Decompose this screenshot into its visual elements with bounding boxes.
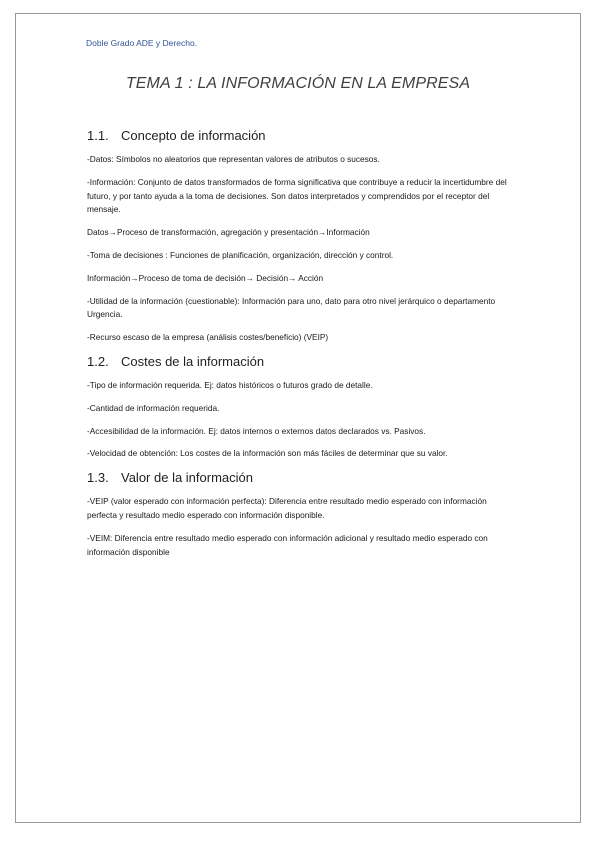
document-body: [87, 128, 517, 568]
document-page: [15, 13, 581, 823]
paragraph: Datos→Proceso de transformación, agregación y presentación→Información: [87, 227, 370, 238]
paragraph: -VEIP (valor esperado con información perfecta): Diferencia entre resultado medio esperado con información perfecta y resultado medio esperado con información disponible.: [87, 496, 487, 520]
paragraph: -Utilidad de la información (cuestionable): Información para uno, dato para otro nivel jerárquico o departamento Urgencia.: [87, 295, 496, 320]
section-valor: [87, 470, 517, 559]
section-number: 1.3.: [87, 470, 109, 486]
page-header: Doble Grado ADE y Derecho.: [86, 38, 198, 48]
section-number: 1.1.: [87, 128, 109, 143]
section-title: Costes de la información: [121, 353, 265, 369]
section-heading: [87, 354, 517, 369]
section-concepto: [87, 128, 517, 345]
paragraph: Información→Proceso de toma de decisión→ Decisión→ Acción: [87, 272, 324, 283]
paragraph: -VEIM: Diferencia entre resultado medio esperado con información adicional y resultado medio esperado con información disponible: [87, 532, 488, 557]
paragraph: -Accesibilidad de la información. Ej: datos internos o externos datos declarados vs. Pasivos.: [87, 425, 426, 436]
section-costes: [87, 354, 517, 461]
section-number: 1.2.: [87, 353, 109, 369]
paragraph: -Toma de decisiones : Funciones de planificación, organización, dirección y control.: [87, 249, 394, 260]
section-heading: [87, 128, 517, 143]
paragraph: -Recurso escaso de la empresa (análisis costes/beneficio) (VEIP): [87, 332, 329, 343]
paragraph: -Cantidad de información requerida.: [87, 402, 220, 413]
paragraph: -Tipo de información requerida. Ej: datos históricos o futuros grado de detalle.: [87, 379, 373, 390]
section-title: Concepto de información: [121, 128, 266, 143]
paragraph: -Velocidad de obtención: Los costes de la información son más fáciles de determinar que su valor.: [87, 448, 448, 459]
paragraph: -Información: Conjunto de datos transformados de forma significativa que contribuye a reducir la incertidumbre del futuro, y por tanto ayuda a la toma de decisiones. Son datos interpretados y comprendidos por el receptor del mensaje.: [87, 176, 507, 215]
document-title: TEMA 1 : LA INFORMACIÓN EN LA EMPRESA: [125, 75, 471, 92]
paragraph: -Datos: Símbolos no aleatorios que representan valores de atributos o sucesos.: [87, 154, 380, 164]
section-heading: [87, 470, 517, 485]
section-title: Valor de la información: [121, 470, 253, 486]
